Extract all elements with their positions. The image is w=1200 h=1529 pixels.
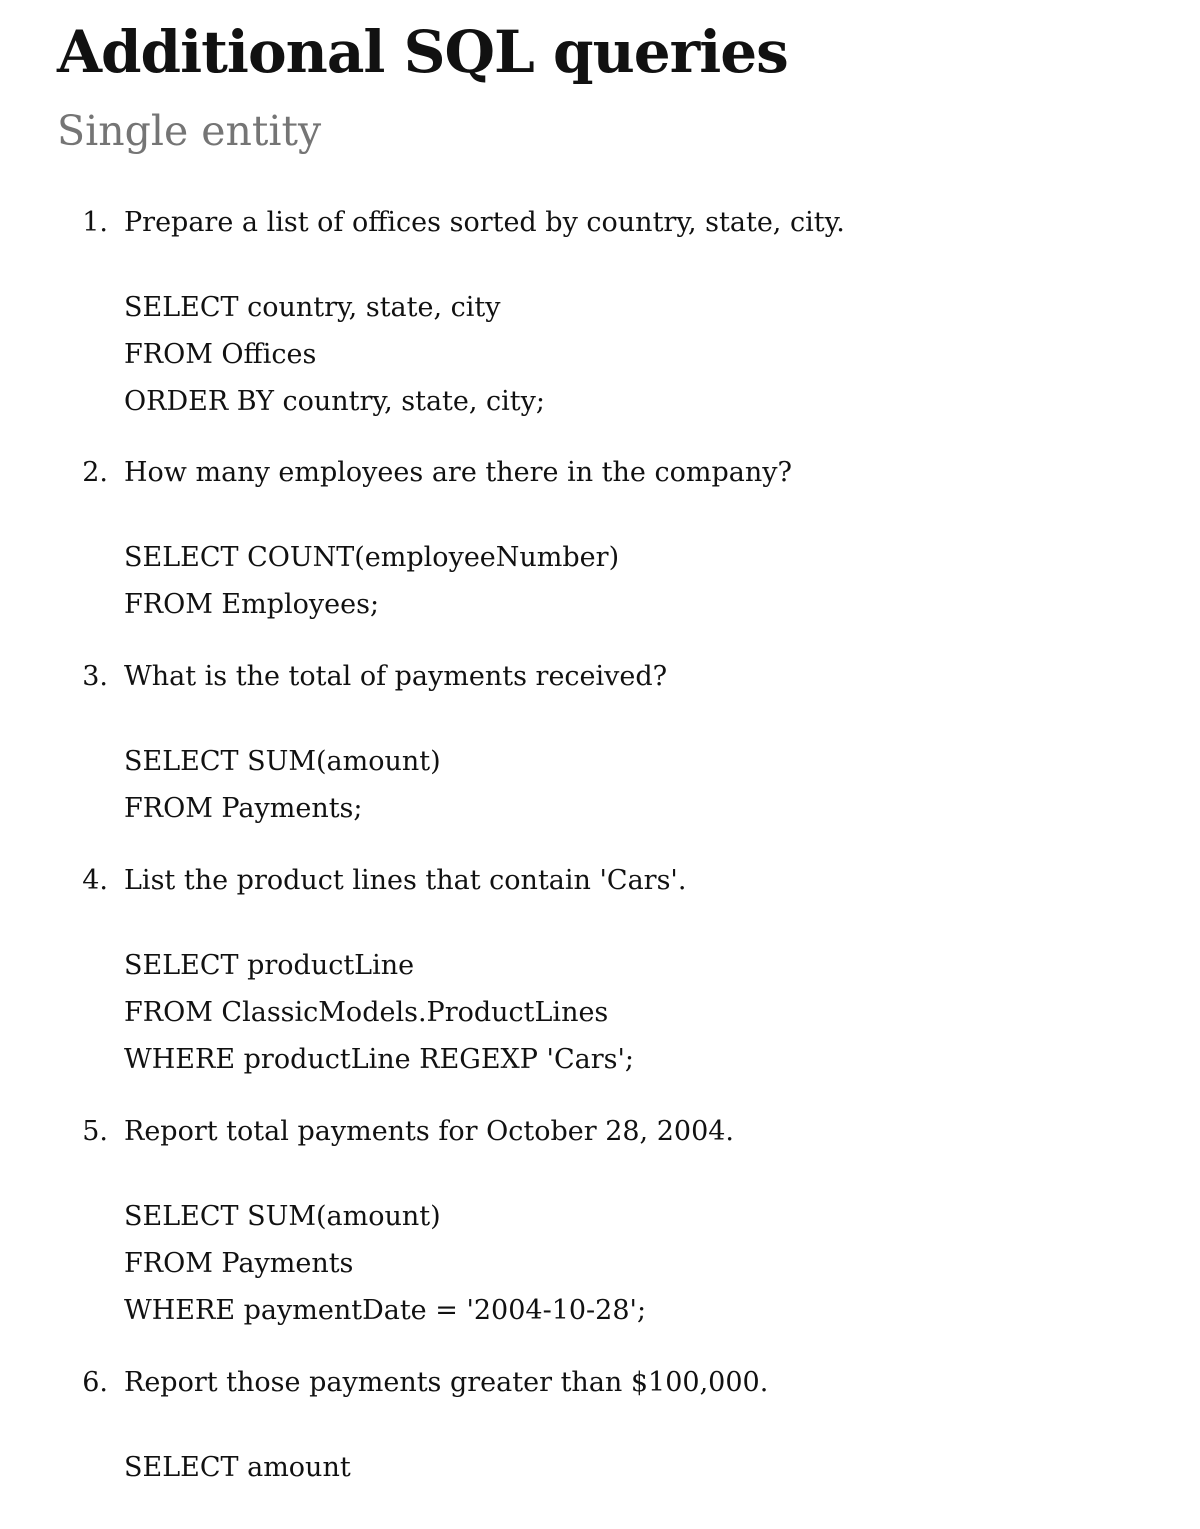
question-text: What is the total of payments received? [124, 661, 668, 692]
question-text: List the product lines that contain 'Cars'. [124, 865, 687, 896]
sql-line: FROM Payments [124, 1248, 354, 1279]
sql-code-block [124, 1444, 351, 1491]
item-number: 4. [82, 865, 108, 896]
sql-code-block [124, 738, 441, 832]
sql-line: FROM Payments; [124, 793, 363, 824]
question-text: Prepare a list of offices sorted by country, state, city. [124, 207, 845, 238]
section-subtitle: Single entity [57, 107, 322, 155]
item-number: 3. [82, 661, 108, 692]
question-text: Report total payments for October 28, 2004. [124, 1116, 735, 1147]
question-text: How many employees are there in the company? [124, 457, 792, 488]
page-title: Additional SQL queries [57, 18, 788, 86]
sql-code-block [124, 1193, 646, 1334]
sql-line: SELECT SUM(amount) [124, 1201, 441, 1232]
sql-line: SELECT productLine [124, 950, 415, 981]
sql-line: WHERE paymentDate = '2004-10-28'; [124, 1295, 647, 1326]
sql-code-block [124, 284, 545, 425]
sql-code-block [124, 942, 634, 1083]
sql-line: SELECT amount [124, 1452, 351, 1483]
item-number: 1. [82, 207, 108, 238]
item-number: 5. [82, 1116, 108, 1147]
sql-line: SELECT SUM(amount) [124, 746, 441, 777]
item-number: 2. [82, 457, 108, 488]
sql-line: ORDER BY country, state, city; [124, 386, 546, 417]
sql-line: SELECT COUNT(employeeNumber) [124, 542, 620, 573]
sql-line: FROM Employees; [124, 589, 380, 620]
sql-code-block [124, 534, 619, 628]
sql-line: FROM ClassicModels.ProductLines [124, 997, 609, 1028]
sql-line: FROM Offices [124, 339, 317, 370]
sql-line: SELECT country, state, city [124, 292, 501, 323]
sql-line: WHERE productLine REGEXP 'Cars'; [124, 1044, 634, 1075]
item-number: 6. [82, 1367, 108, 1398]
question-text: Report those payments greater than $100,000. [124, 1367, 769, 1398]
